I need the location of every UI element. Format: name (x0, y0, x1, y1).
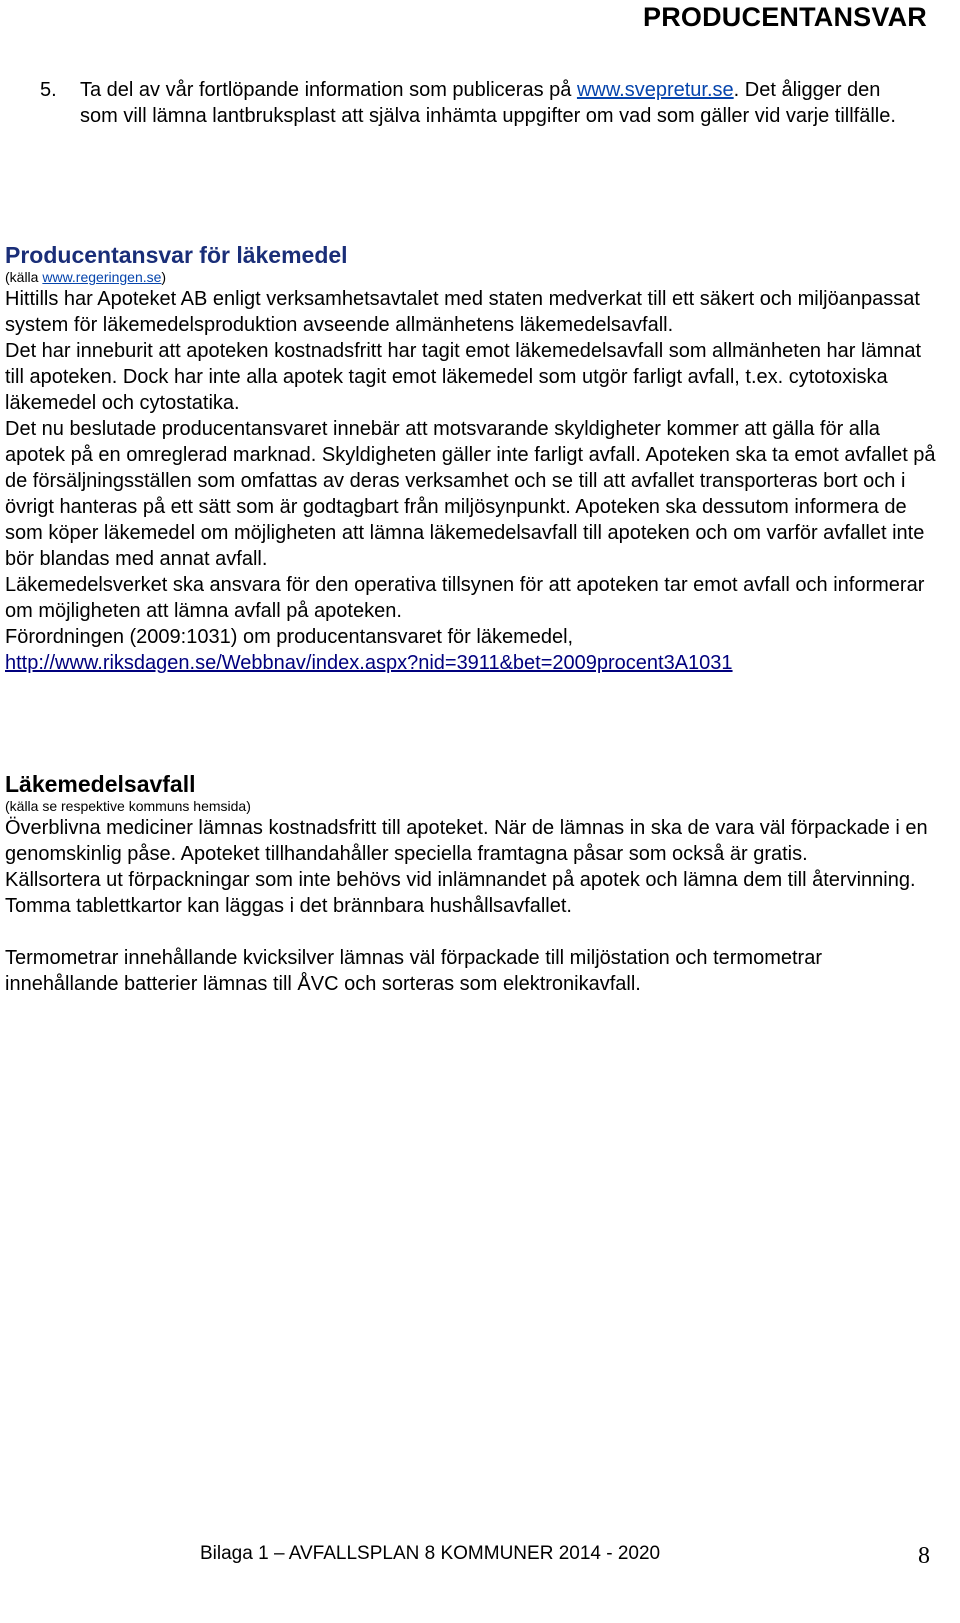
source-suffix: ) (161, 269, 167, 285)
footer-text: Bilaga 1 – AVFALLSPLAN 8 KOMMUNER 2014 - 2020 (200, 1543, 661, 1564)
list-item-number: 5. (40, 79, 57, 101)
section-medicine-waste (5, 770, 940, 997)
paragraph: Hittills har Apoteket AB enligt verksamhetsavtalet med staten medverkat till ett säkert och miljöanpassat system för läkemedelsproduktion avseende allmänhetens läkemedelsavfall. (5, 288, 920, 336)
paragraph: Överblivna mediciner lämnas kostnadsfritt till apoteket. När de lämnas in ska de vara väl förpackade i en genomskinlig påse. Apoteket tillhandahåller speciella framtagna påsar som också är gratis. (5, 817, 928, 865)
paragraph: Termometrar innehållande kvicksilver lämnas väl förpackade till miljöstation och termometrar innehållande batterier lämnas till ÅVC och sorteras som elektronikavfall. (5, 947, 822, 995)
paragraph-gap (5, 919, 940, 945)
paragraph: Förordningen (2009:1031) om producentansvaret för läkemedel, (5, 626, 574, 648)
paragraph: Källsortera ut förpackningar som inte behövs vid inlämnandet på apotek och lämna dem till återvinning. Tomma tablettkartor kan läggas i det brännbara hushållsavfallet. (5, 869, 916, 917)
paragraph: Det har inneburit att apoteken kostnadsfritt har tagit emot läkemedelsavfall som allmänheten har lämnat till apoteken. Dock har inte alla apotek tagit emot läkemedel som utgör farligt avfall, t.ex. cytotoxiska läkemedel och cytostatika. (5, 340, 922, 414)
list-item-text-after: . Det åligger den som vill lämna lantbruksplast att själva inhämta uppgifter om vad som gäller vid varje tillfälle. (80, 79, 896, 127)
list-item-text (80, 77, 920, 129)
source-prefix: (källa (5, 269, 43, 285)
list-item-text-before: Ta del av vår fortlöpande information som publiceras på (80, 79, 577, 101)
regeringen-link[interactable]: www.regeringen.se (42, 269, 162, 285)
regulation-link-line (5, 650, 940, 676)
riksdagen-link[interactable]: http://www.riksdagen.se/Webbnav/index.aspx?nid=3911&bet=2009procent3A1031 (5, 652, 733, 674)
paragraph: Det nu beslutade producentansvaret innebär att motsvarande skyldigheter kommer att gälla för alla apotek på en omreglerad marknad. Skyldigheten gäller inte farligt avfall. Apoteken ska ta emot avfallet på de försäljningsställen som omfattas av deras verksamhet och se till att avfallet transporteras bort och i övrigt hanteras på ett sätt som är godtagbart från miljösynpunkt. Apoteken ska dessutom informera de som köper läkemedel om möjligheten att lämna läkemedelsavfall till apoteken och om varför avfallet inte bör blandas med annat avfall. (5, 418, 936, 570)
section-medicine-responsibility (5, 241, 940, 676)
section-heading: Läkemedelsavfall (5, 771, 196, 797)
section-heading: Producentansvar för läkemedel (5, 242, 348, 268)
source-line (5, 269, 940, 286)
page-number: 8 (918, 1543, 930, 1569)
paragraph: Läkemedelsverket ska ansvara för den operativa tillsynen för att apoteken tar emot avfall och informerar om möjligheten att lämna avfall på apoteken. (5, 574, 925, 622)
page-header-title: PRODUCENTANSVAR (642, 2, 927, 32)
list-item-5 (40, 77, 920, 129)
source-line: (källa se respektive kommuns hemsida) (5, 798, 251, 814)
svepretur-link[interactable]: www.svepretur.se (576, 79, 734, 101)
